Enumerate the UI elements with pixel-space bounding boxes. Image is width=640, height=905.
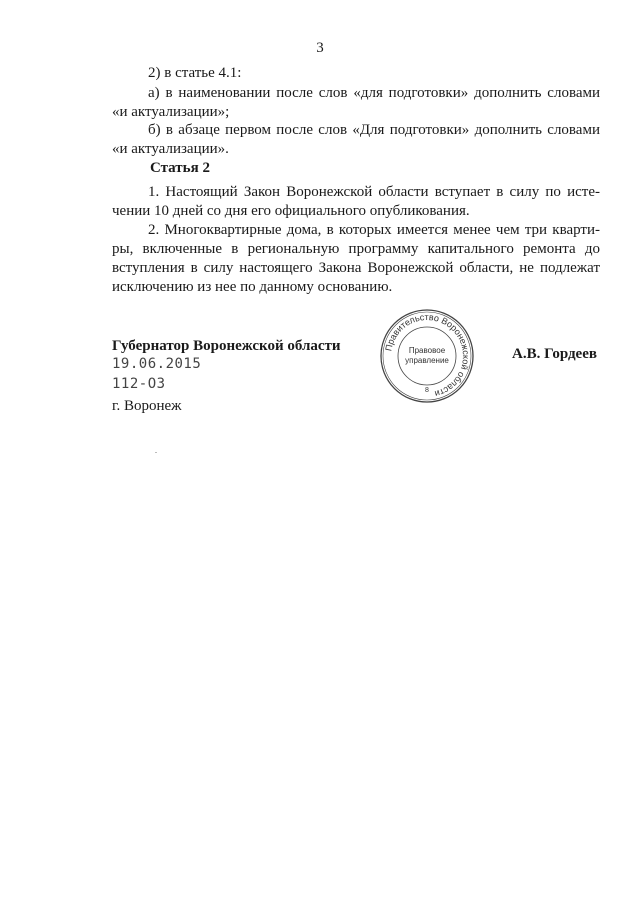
scan-speck (155, 452, 157, 453)
page-number: 3 (316, 40, 324, 56)
item-2-text: 2) в статье 4.1: (148, 65, 242, 81)
stamp-inner-line-1: Правовое (408, 346, 446, 355)
stamp-inner-line-2: управление (405, 356, 449, 365)
sub-a-line-2: «и актуализации»; (112, 104, 230, 120)
signature-name: А.В. Гордеев (512, 346, 597, 362)
registration-date: 19.06.2015 (112, 356, 202, 372)
registration-city: г. Воронеж (112, 398, 182, 414)
p2-line-2: ры, включенные в региональную программу капитального ремонта до (112, 241, 600, 257)
sub-b-line-1: б) в абзаце первом после слов «Для подготовки» дополнить словами (148, 122, 600, 138)
official-stamp (379, 308, 475, 404)
sub-a-line-1: а) в наименовании после слов «для подготовки» дополнить словами (148, 85, 600, 101)
p1-line-2: чении 10 дней со дня его официального опубликования. (112, 203, 470, 219)
signature-title: Губернатор Воронежской области (112, 338, 341, 354)
p1-line-1: 1. Настоящий Закон Воронежской области вступает в силу по исте- (148, 184, 600, 200)
registration-number: 112-ОЗ (112, 376, 166, 392)
p2-line-1: 2. Многоквартирные дома, в которых имеется менее чем три кварти- (148, 222, 600, 238)
p2-line-3: вступления в силу настоящего Закона Воронежской области, не подлежат (112, 260, 600, 276)
sub-b-line-2: «и актуализации». (112, 141, 229, 157)
stamp-outer-text: Правительство Воронежской области (383, 311, 472, 400)
article-heading: Статья 2 (150, 160, 210, 176)
p2-line-4: исключению из нее по данному основанию. (112, 279, 393, 295)
stamp-number: 8 (425, 387, 429, 394)
